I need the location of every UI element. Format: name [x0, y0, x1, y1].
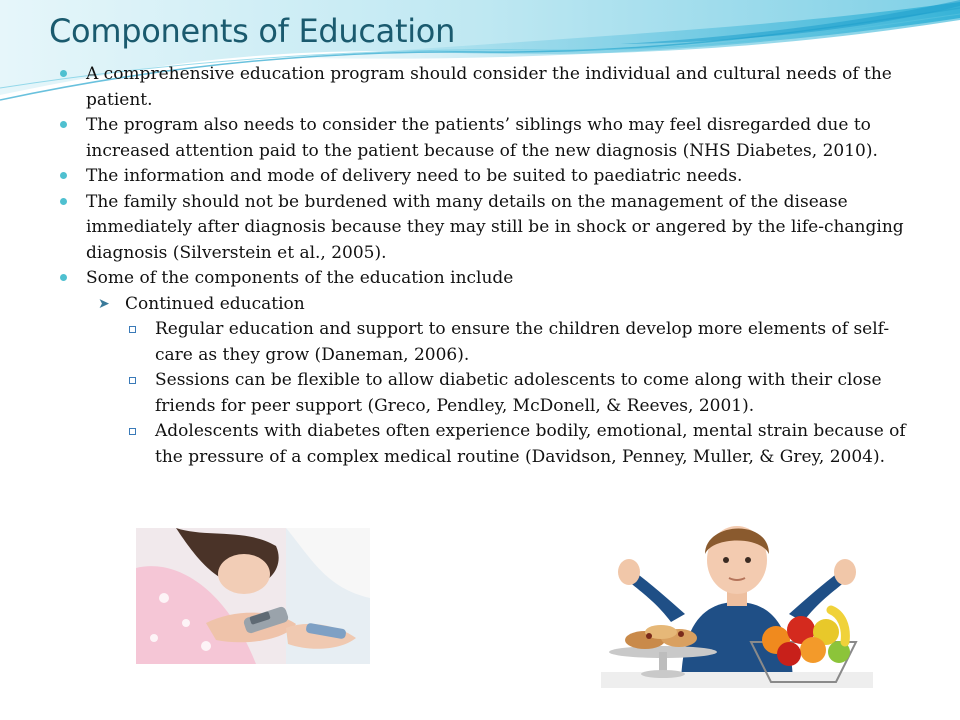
bullet-text: A comprehensive education program should consider the individual and cultural needs of the patient. [86, 64, 892, 110]
bullet-item [58, 266, 908, 470]
sub-sub-bullet-text: Adolescents with diabetes often experience bodily, emotional, mental strain because of the pressure of a complex medical routine (Davidson, Penney, Muller, & Grey, 2004). [155, 421, 906, 467]
bullet-item [58, 113, 908, 164]
bullet-text: The program also needs to consider the patients’ siblings who may feel disregarded due to increased attention paid to the patient because of the new diagnosis (NHS Diabetes, 2010). [86, 115, 878, 161]
sub-bullet-text: Continued education [125, 293, 305, 314]
sub-sub-bullet-item [127, 419, 908, 470]
filled-circle-bullet-icon [60, 121, 67, 128]
bullet-text: The family should not be burdened with many details on the management of the disease immediately after diagnosis because they may still be in shock or angered by the life-changing diagnosis (Silverstein et al., 2005). [86, 191, 904, 263]
bullet-text: Some of the components of the education include [86, 268, 514, 288]
bullet-list [58, 62, 908, 470]
sub-bullet-item [98, 292, 908, 471]
filled-circle-bullet-icon [60, 70, 67, 77]
boy-food-choice-photo [601, 502, 873, 688]
sub-sub-bullet-list [127, 317, 908, 470]
glucose-test-photo [136, 528, 370, 664]
sub-bullet-list [98, 292, 908, 471]
bullet-text: The information and mode of delivery need to be suited to paediatric needs. [86, 166, 743, 186]
sub-sub-bullet-item [127, 368, 908, 419]
slide-title: Components of Education [49, 12, 456, 50]
bullet-item [58, 190, 908, 267]
sub-sub-bullet-text: Regular education and support to ensure the children develop more elements of self-care as they grow (Daneman, 2006). [155, 319, 890, 365]
hollow-square-bullet-icon [129, 377, 136, 384]
hollow-square-bullet-icon [129, 428, 136, 435]
hollow-square-bullet-icon [129, 326, 136, 333]
slide-body [58, 62, 908, 470]
filled-circle-bullet-icon [60, 198, 67, 205]
filled-circle-bullet-icon [60, 274, 67, 281]
filled-circle-bullet-icon [60, 172, 67, 179]
bullet-item [58, 62, 908, 113]
arrowhead-bullet-icon: ➤ [98, 295, 110, 312]
sub-sub-bullet-text: Sessions can be flexible to allow diabetic adolescents to come along with their close friends for peer support (Greco, Pendley, McDonell, & Reeves, 2001). [155, 370, 882, 416]
sub-sub-bullet-item [127, 317, 908, 368]
bullet-item [58, 164, 908, 190]
